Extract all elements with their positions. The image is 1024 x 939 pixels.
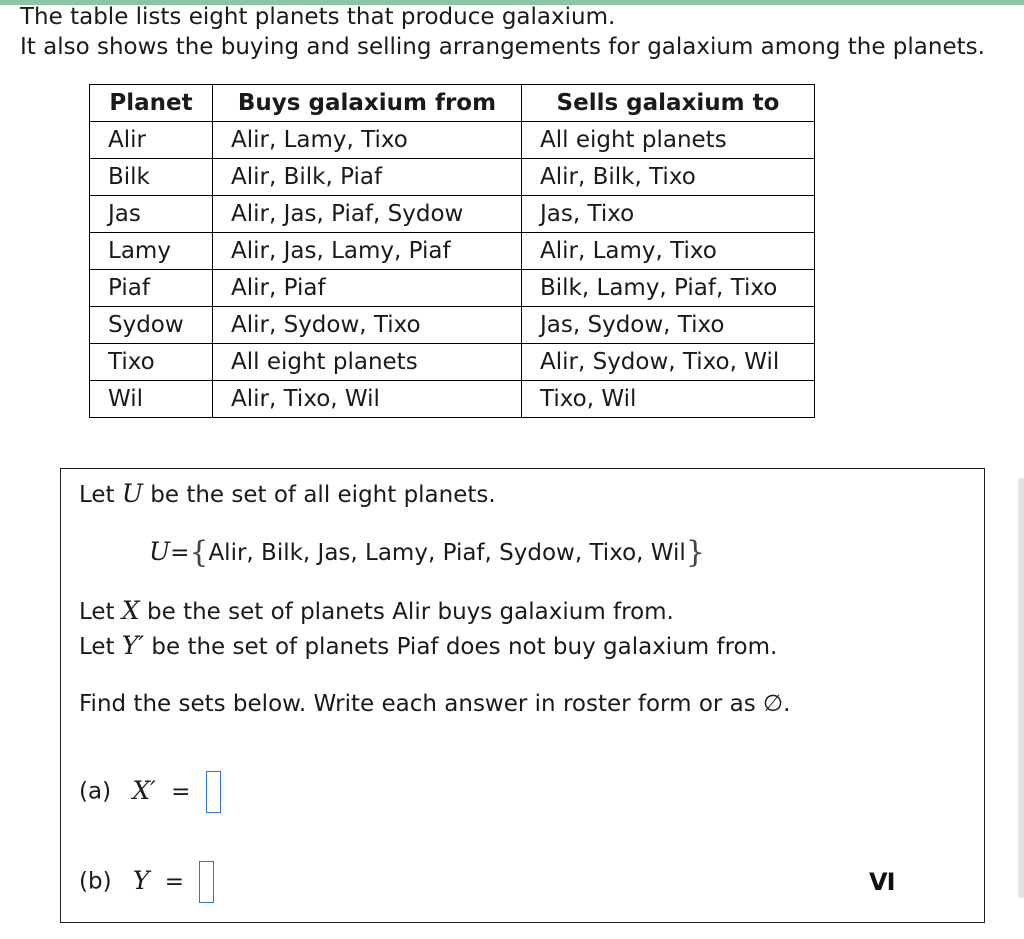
cell-planet: Wil	[90, 381, 213, 418]
header-sells-to: Sells galaxium to	[522, 85, 815, 122]
table-row	[90, 233, 815, 270]
cell-buys-from: All eight planets	[213, 344, 522, 381]
cell-sells-to: Alir, Lamy, Tixo	[522, 233, 815, 270]
part-a	[79, 771, 221, 813]
cell-buys-from: Alir, Tixo, Wil	[213, 381, 522, 418]
u-roster	[149, 535, 705, 570]
table-row	[90, 307, 815, 344]
u-definition	[79, 479, 496, 508]
cell-sells-to: Alir, Bilk, Tixo	[522, 159, 815, 196]
part-b-label: (b)	[79, 868, 112, 895]
x-suffix: be the set of planets Alir buys galaxium from.	[139, 599, 674, 625]
y-definition	[79, 631, 777, 660]
u-set-variable: U	[149, 537, 171, 566]
cell-buys-from: Alir, Jas, Lamy, Piaf	[213, 233, 522, 270]
cell-buys-from: Alir, Piaf	[213, 270, 522, 307]
cell-sells-to: Jas, Tixo	[522, 196, 815, 233]
cell-planet: Alir	[90, 122, 213, 159]
cell-buys-from: Alir, Jas, Piaf, Sydow	[213, 196, 522, 233]
x-prefix: Let	[79, 599, 122, 625]
cell-sells-to: All eight planets	[522, 122, 815, 159]
y-prime-variable: Y′	[121, 631, 145, 660]
scrollbar-edge[interactable]	[1018, 478, 1024, 898]
u-members: Alir, Bilk, Jas, Lamy, Piaf, Sydow, Tixo, Wil	[208, 540, 686, 566]
cell-sells-to: Jas, Sydow, Tixo	[522, 307, 815, 344]
header-buys-from: Buys galaxium from	[213, 85, 522, 122]
cell-sells-to: Alir, Sydow, Tixo, Wil	[522, 344, 815, 381]
part-a-label: (a)	[79, 778, 112, 805]
u-equals: =	[170, 540, 190, 566]
x-definition	[79, 596, 674, 625]
y-suffix: be the set of planets Piaf does not buy galaxium from.	[144, 634, 778, 660]
close-brace: }	[685, 535, 705, 570]
cell-buys-from: Alir, Sydow, Tixo	[213, 307, 522, 344]
table-header-row	[90, 85, 815, 122]
table-row	[90, 196, 815, 233]
cell-planet: Lamy	[90, 233, 213, 270]
cell-planet: Jas	[90, 196, 213, 233]
cell-planet: Piaf	[90, 270, 213, 307]
table-row	[90, 344, 815, 381]
u-variable: U	[121, 479, 143, 508]
u-suffix: be the set of all eight planets.	[142, 482, 496, 508]
cell-planet: Sydow	[90, 307, 213, 344]
problem-box	[60, 468, 985, 923]
x-variable: X	[121, 596, 140, 625]
cell-planet: Tixo	[90, 344, 213, 381]
cell-buys-from: Alir, Lamy, Tixo	[213, 122, 522, 159]
part-a-variable: X′	[132, 775, 156, 805]
answer-input-b[interactable]	[199, 861, 214, 903]
header-planet: Planet	[90, 85, 213, 122]
part-b-variable: Y	[132, 865, 150, 895]
table-row	[90, 381, 815, 418]
cell-sells-to: Bilk, Lamy, Piaf, Tixo	[522, 270, 815, 307]
u-prefix: Let	[79, 482, 122, 508]
intro-line-1: The table lists eight planets that produce galaxium.	[20, 4, 616, 30]
vi-badge[interactable]: VI	[869, 868, 895, 896]
cell-planet: Bilk	[90, 159, 213, 196]
y-prefix: Let	[79, 634, 122, 660]
intro-line-2: It also shows the buying and selling arrangements for galaxium among the planets.	[20, 34, 985, 60]
part-a-equals: =	[171, 778, 191, 805]
answer-input-a[interactable]	[206, 771, 221, 813]
table-row	[90, 122, 815, 159]
table-row	[90, 270, 815, 307]
table-row	[90, 159, 815, 196]
galaxium-table	[89, 84, 815, 418]
part-b	[79, 861, 214, 903]
part-b-equals: =	[164, 868, 184, 895]
cell-sells-to: Tixo, Wil	[522, 381, 815, 418]
cell-buys-from: Alir, Bilk, Piaf	[213, 159, 522, 196]
open-brace: {	[189, 535, 209, 570]
intro-text	[20, 2, 1024, 62]
instruction: Find the sets below. Write each answer in roster form or as ∅.	[79, 691, 791, 717]
